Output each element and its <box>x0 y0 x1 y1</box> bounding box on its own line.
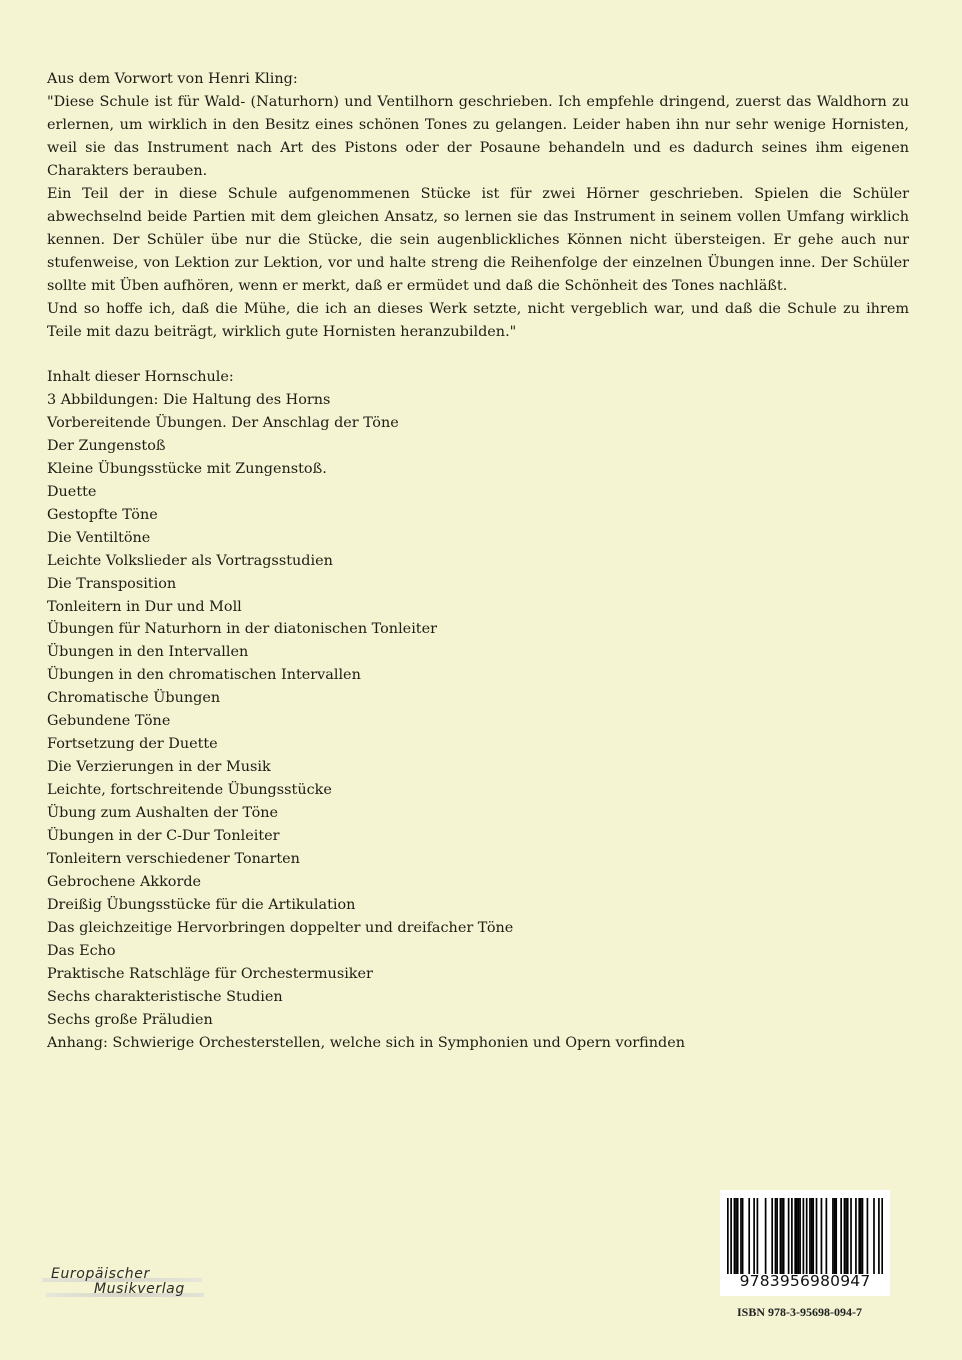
barcode-bar <box>860 1198 862 1274</box>
barcode-bar <box>771 1198 773 1274</box>
barcode-bar <box>867 1198 869 1274</box>
barcode-bar <box>847 1198 849 1274</box>
list-item: Das gleichzeitige Hervorbringen doppelter und dreifacher Töne <box>47 919 514 936</box>
contents-section <box>47 366 909 1055</box>
list-item: Sechs charakteristische Studien <box>47 988 283 1005</box>
barcode-bar <box>753 1198 755 1274</box>
barcode-bar <box>832 1198 834 1274</box>
barcode-bar <box>775 1198 777 1274</box>
list-item: Übungen in der C-Dur Tonleiter <box>47 828 280 845</box>
barcode-bar <box>812 1198 814 1274</box>
barcode-bar <box>727 1198 729 1274</box>
list-item: Chromatische Übungen <box>47 690 221 707</box>
barcode-bar <box>809 1198 811 1274</box>
isbn-label: ISBN 978-3-95698-094-7 <box>737 1305 862 1319</box>
barcode-bar <box>742 1198 744 1274</box>
barcode-digits: 9783956980947 <box>739 1272 871 1290</box>
barcode-bar <box>850 1198 852 1274</box>
barcode-bar <box>737 1198 739 1274</box>
list-item: 3 Abbildungen: Die Haltung des Horns <box>47 391 331 408</box>
publisher-name-line1: Europäischer <box>51 1266 150 1282</box>
publisher-logo <box>42 1264 206 1304</box>
list-item: Duette <box>47 483 97 500</box>
barcode-bar <box>730 1198 732 1274</box>
barcode-bar <box>878 1198 880 1274</box>
barcode-bar <box>796 1198 798 1274</box>
barcode-bar <box>881 1198 883 1274</box>
barcode-bar <box>840 1198 842 1274</box>
list-item: Der Zungenstoß <box>47 437 166 454</box>
barcode-bar <box>791 1198 793 1274</box>
list-item: Vorbereitende Übungen. Der Anschlag der Töne <box>47 414 399 431</box>
publisher-name-line2: Musikverlag <box>94 1281 185 1297</box>
list-item: Fortsetzung der Duette <box>47 736 218 753</box>
list-item: Anhang: Schwierige Orchesterstellen, welche sich in Symphonien und Opern vorfinden <box>47 1034 686 1051</box>
barcode-bar <box>798 1198 800 1274</box>
list-item: Tonleitern verschiedener Tonarten <box>47 851 300 868</box>
barcode-bar <box>826 1198 828 1274</box>
list-item: Übungen in den Intervallen <box>47 644 249 661</box>
barcode-bar <box>735 1198 737 1274</box>
preface-paragraph-2: Ein Teil der in diese Schule aufgenommenen Stücke ist für zwei Hörner geschrieben. Spielen die Schüler abwechselnd beide Partien mit dem gleichen Ansatz, so lernen sie das Instrument in seinem vollen Umfang wirklich kennen. Der Schüler übe nur die Stücke, die sein augenblickliches Können nicht übersteigen. Er gehe auch nur stufenweise, von Lektion zur Lektion, vor und halte streng die Reihenfolge der einzelnen Übungen inne. Der Schüler sollte mit Üben aufhören, wenn er merkt, daß er ermüdet und daß die Schönheit des Tones nachläßt. <box>47 186 909 294</box>
barcode-bar <box>806 1198 808 1274</box>
list-item: Die Transposition <box>47 575 177 592</box>
barcode-bar <box>776 1198 778 1274</box>
list-item: Übung zum Aushalten der Töne <box>47 805 279 822</box>
preface-heading: Aus dem Vorwort von Henri Kling: <box>47 71 298 87</box>
barcode-bar <box>803 1198 805 1274</box>
barcode-bar <box>794 1198 796 1274</box>
barcode-bar <box>845 1198 847 1274</box>
barcode-bar <box>765 1198 767 1274</box>
list-item: Dreißig Übungsstücke für die Artikulation <box>47 896 356 913</box>
list-item: Das Echo <box>47 942 116 959</box>
list-item: Sechs große Präludien <box>47 1011 213 1028</box>
barcode-bar <box>834 1198 836 1274</box>
list-item: Gestopfte Töne <box>47 506 158 523</box>
list-item: Übungen in den chromatischen Intervallen <box>47 667 361 684</box>
list-item: Kleine Übungsstücke mit Zungenstoß. <box>47 460 327 477</box>
list-item: Tonleitern in Dur und Moll <box>47 598 242 615</box>
list-item: Gebrochene Akkorde <box>47 873 202 890</box>
barcode-bar <box>781 1198 783 1274</box>
barcode-bars <box>727 1198 883 1274</box>
list-item: Leichte Volkslieder als Vortragsstudien <box>47 552 333 569</box>
contents-heading: Inhalt dieser Hornschule: <box>47 369 234 385</box>
barcode-bar <box>862 1198 864 1274</box>
barcode-bar <box>783 1198 785 1274</box>
barcode-bar <box>740 1198 742 1274</box>
barcode-bar <box>780 1198 782 1274</box>
list-item: Übungen für Naturhorn in der diatonischen Tonleiter <box>47 621 437 638</box>
list-item: Die Verzierungen in der Musik <box>47 759 271 776</box>
barcode-bar <box>816 1198 818 1274</box>
preface-paragraph-3: Und so hoffe ich, daß die Mühe, die ich an dieses Werk setzte, nicht vergeblich war, und daß die Schule zu ihrem Teile mit dazu beiträgt, wirklich gute Hornisten heranzubilden." <box>47 301 909 340</box>
barcode-bar <box>757 1198 759 1274</box>
barcode-bar <box>835 1198 837 1274</box>
contents-list <box>47 389 909 1055</box>
barcode-bar <box>734 1198 736 1274</box>
barcode <box>720 1190 890 1296</box>
barcode-bar <box>844 1198 846 1274</box>
preface-section <box>47 68 909 344</box>
barcode-bar <box>855 1198 857 1274</box>
list-item: Gebundene Töne <box>47 713 171 730</box>
preface-paragraph-1: "Diese Schule ist für Wald- (Naturhorn) und Ventilhorn geschrieben. Ich empfehle dringend, zuerst das Waldhorn zu erlernen, um wirklich in den Besitz eines schönen Tones zu gelangen. Leider haben ihn nur sehr wenige Hornisten, weil sie das Instrument nach Art des Pistons oder der Posaune behandeln und es dadurch seines ihm eigenen Charakters berauben. <box>47 94 909 179</box>
list-item: Leichte, fortschreitende Übungsstücke <box>47 782 332 799</box>
barcode-bar <box>858 1198 860 1274</box>
barcode-bar <box>799 1198 801 1274</box>
barcode-bar <box>788 1198 790 1274</box>
barcode-bar <box>821 1198 823 1274</box>
barcode-bar <box>748 1198 750 1274</box>
barcode-bar <box>873 1198 875 1274</box>
list-item: Die Ventiltöne <box>47 529 151 546</box>
barcode-bar <box>811 1198 813 1274</box>
list-item: Praktische Ratschläge für Orchestermusiker <box>47 965 373 982</box>
